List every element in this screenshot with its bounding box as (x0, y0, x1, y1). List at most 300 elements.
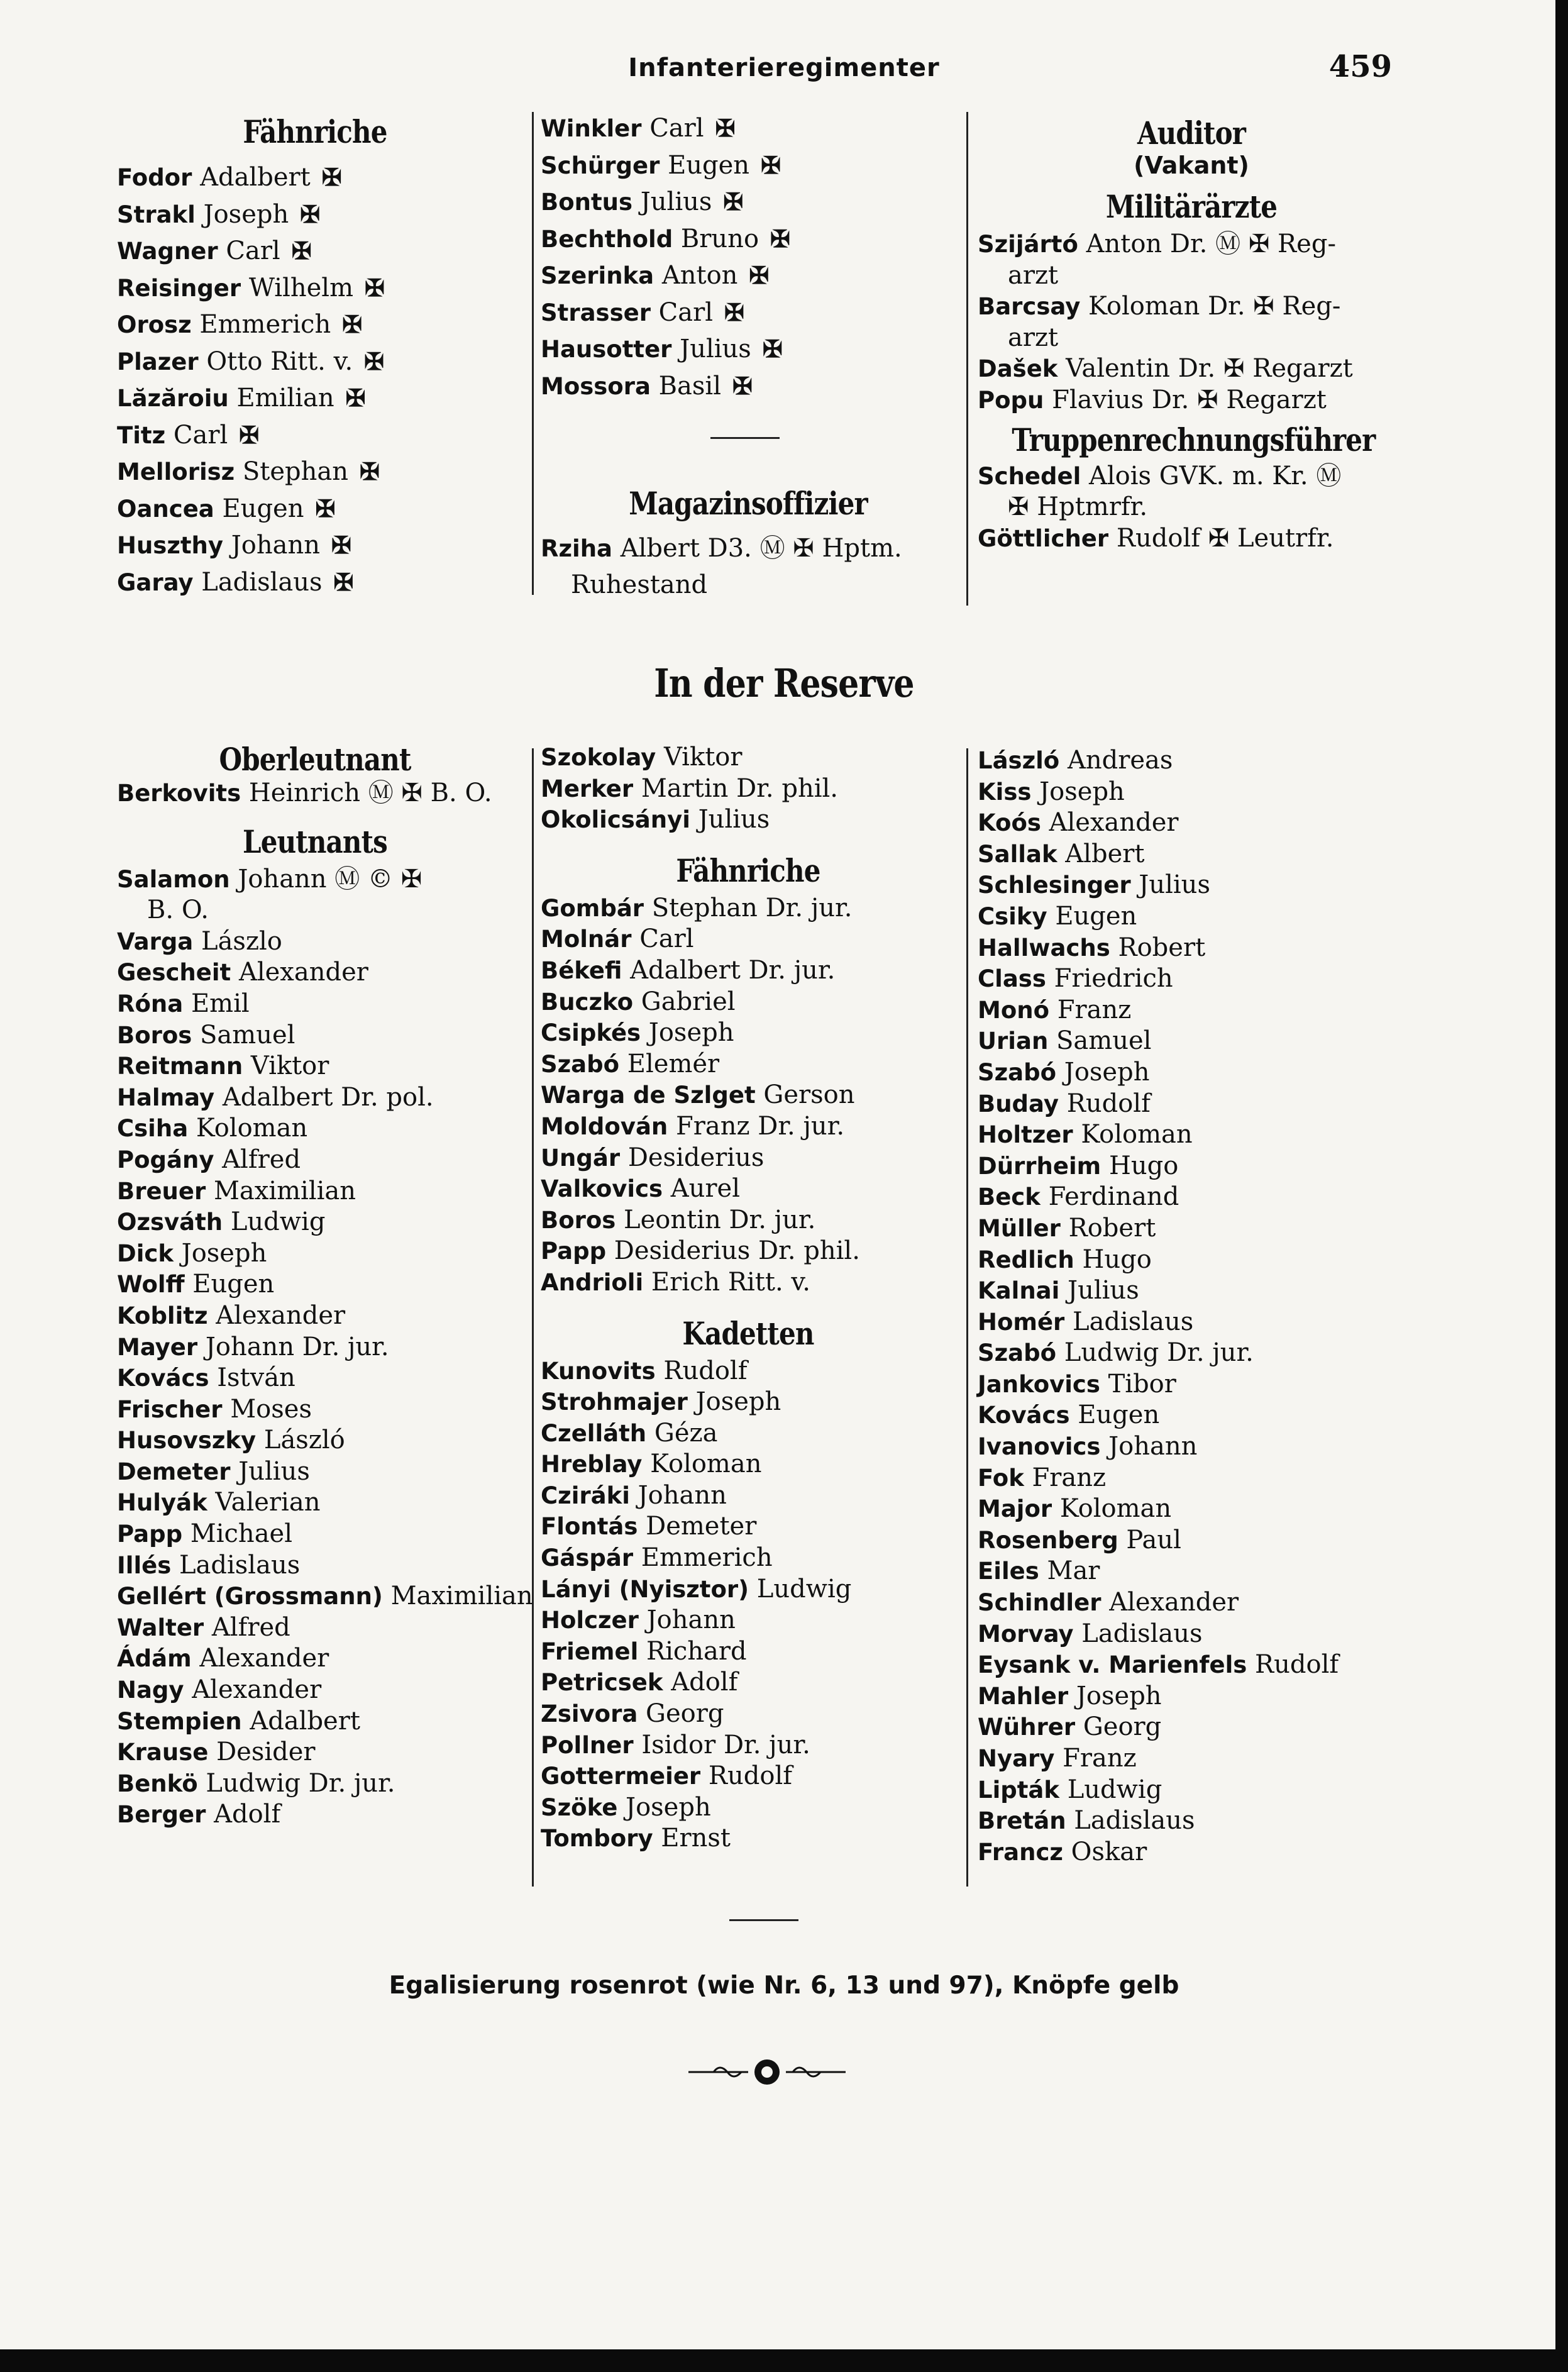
surname: Ungár (541, 1144, 621, 1172)
list-item (978, 1275, 1405, 1307)
given-name: Valentin Dr. ✠ Regarzt (1066, 354, 1353, 384)
given-name: Georg (646, 1699, 724, 1729)
surname: Petricsek (541, 1669, 663, 1697)
surname: Strohmajer (541, 1388, 688, 1416)
given-name: Martin Dr. phil. (641, 773, 839, 803)
surname: Holczer (541, 1607, 639, 1634)
surname: Strasser (541, 299, 651, 326)
surname: Mossora (541, 372, 651, 400)
surname: Ozsváth (117, 1209, 223, 1236)
list-item (978, 1369, 1405, 1400)
given-name: Ladislaus (1073, 1307, 1194, 1336)
list-item (978, 1463, 1405, 1494)
given-name: Lászlo (201, 926, 282, 956)
surname: Dašek (978, 355, 1058, 383)
given-name: Mar (1047, 1556, 1100, 1586)
list-item (541, 1356, 956, 1387)
given-name: Koloman (650, 1449, 762, 1479)
list-item (541, 331, 956, 368)
list-item (117, 1675, 513, 1706)
surname: Varga (117, 928, 194, 955)
list-item (117, 564, 513, 601)
given-name: Maximilian (213, 1176, 356, 1205)
given-name: Gerson (763, 1080, 855, 1110)
surname: Tombory (541, 1825, 653, 1853)
surname: Czelláth (541, 1419, 647, 1447)
given-name: Julius (698, 805, 770, 834)
list-item (978, 1244, 1405, 1276)
list-item (117, 1612, 513, 1644)
list-item (978, 963, 1405, 995)
surname: Winkler (541, 115, 642, 142)
given-name: Franz (1057, 995, 1132, 1024)
given-name: Joseph (1064, 1057, 1150, 1087)
given-name: Anton (661, 261, 738, 290)
surname: Ádám (117, 1645, 192, 1673)
given-name: Friedrich (1054, 964, 1173, 994)
surname: Wolff (117, 1271, 185, 1299)
column-rule-reserve-2 (966, 748, 968, 1887)
surname: Schedel (978, 462, 1081, 490)
given-name: Basil (658, 371, 721, 401)
given-name: Alfred (222, 1144, 301, 1174)
given-name: Rudolf (663, 1356, 748, 1385)
list-item (541, 1205, 956, 1236)
given-name: Johann (638, 1480, 727, 1510)
given-name: Ludwig (230, 1207, 326, 1237)
given-name: Robert (1118, 933, 1206, 962)
surname: Szijártó (978, 231, 1078, 258)
list-item (117, 1332, 513, 1363)
reserve-leutnants-continued-list (541, 742, 956, 836)
surname: Huszthy (117, 532, 224, 559)
given-name: Desiderius (627, 1143, 765, 1172)
surname: Popu (978, 386, 1044, 414)
list-item (117, 1238, 513, 1270)
running-title: Infanterieregimenter (628, 53, 940, 82)
list-item (978, 1307, 1405, 1338)
surname: Orosz (117, 311, 192, 338)
list-item (978, 807, 1405, 839)
surname: Eysank v. Marienfels (978, 1651, 1247, 1679)
surname: Monó (978, 996, 1049, 1024)
list-item (541, 1511, 956, 1543)
given-name: Johann Dr. jur. (205, 1332, 389, 1361)
list-item (978, 1775, 1405, 1806)
list-item (978, 1400, 1405, 1431)
list-item (117, 1487, 513, 1519)
given-name: Ferdinand (1048, 1182, 1179, 1212)
given-name: Leontin Dr. jur. (624, 1205, 816, 1234)
surname: Gáspár (541, 1544, 634, 1572)
militaeraerzte-list (978, 229, 1405, 416)
list-item (541, 773, 956, 805)
reserve-heading-wrap (0, 660, 1568, 706)
list-item (978, 1182, 1405, 1213)
list-item (117, 1300, 513, 1332)
surname: Plazer (117, 348, 199, 375)
given-name: Aurel (670, 1174, 741, 1204)
reserve-column-2 (541, 742, 956, 1854)
given-name: Franz (1032, 1463, 1107, 1492)
surname: Nyary (978, 1745, 1055, 1772)
cross-decoration-icon: ✠ (715, 114, 736, 142)
surname: Schindler (978, 1589, 1101, 1617)
given-name: Adolf (214, 1800, 281, 1829)
section-title-reserve-faehnriche: Fähnriche (676, 851, 820, 889)
surname: Rosenberg (978, 1526, 1118, 1554)
list-item (978, 995, 1405, 1026)
continued-faehnriche-list (541, 110, 956, 404)
list-item (978, 353, 1405, 385)
surname: Koblitz (117, 1302, 208, 1329)
surname: Fok (978, 1464, 1024, 1492)
given-name: Carl (173, 420, 228, 450)
given-name: Isidor Dr. jur. (641, 1730, 810, 1760)
list-item (117, 159, 513, 196)
surname: Walter (117, 1614, 204, 1641)
reserve-faehnriche-list (541, 893, 956, 1299)
surname: Lipták (978, 1776, 1060, 1804)
given-name: Desiderius Dr. phil. (614, 1236, 860, 1266)
given-name: Valerian (215, 1488, 321, 1517)
cross-decoration-icon: ✠ (761, 150, 781, 179)
given-name: Michael (190, 1519, 293, 1549)
surname: Jankovics (978, 1370, 1100, 1398)
list-item (978, 291, 1405, 353)
list-item (541, 742, 956, 773)
cross-decoration-icon: ✠ (770, 224, 790, 253)
given-name: Alexander (1109, 1588, 1239, 1617)
surname: Flontás (541, 1513, 638, 1541)
list-item (117, 380, 513, 417)
surname: Friemel (541, 1638, 639, 1665)
egalisierung-note: Egalisierung rosenrot (wie Nr. 6, 13 und 97), Knöpfe gelb (389, 1971, 1179, 2000)
surname: Nagy (117, 1676, 184, 1704)
surname: Barcsay (978, 293, 1081, 321)
surname: Mellorisz (117, 458, 235, 485)
list-item (541, 893, 956, 924)
surname: Lăzăroiu (117, 385, 229, 412)
surname: Frischer (117, 1395, 223, 1423)
given-name: Eugen (668, 150, 750, 180)
surname: Boros (541, 1206, 616, 1234)
list-item (978, 1057, 1405, 1089)
given-name: Alois GVK. m. Kr. Ⓜ (1089, 461, 1342, 490)
surname: Csipkés (541, 1019, 641, 1047)
section-title-leutnants: Leutnants (243, 823, 387, 860)
given-name: Johann (1108, 1432, 1198, 1461)
list-item (978, 1556, 1405, 1587)
given-name: Ladislaus (201, 567, 323, 597)
surname: Mahler (978, 1682, 1069, 1710)
surname: Breuer (117, 1177, 206, 1205)
kadetten-list (541, 1356, 956, 1855)
surname: Buczko (541, 988, 634, 1016)
given-name: Maximilian (390, 1582, 533, 1611)
given-name: Robert (1068, 1213, 1156, 1243)
list-item (117, 989, 513, 1020)
scan-edge-bottom (0, 2349, 1568, 2372)
given-name: Emmerich (641, 1543, 773, 1573)
surname: Göttlicher (978, 524, 1109, 552)
given-name: Koloman Dr. ✠ Reg- (1088, 292, 1341, 321)
list-item (978, 385, 1405, 416)
cross-decoration-icon: ✠ (331, 531, 351, 559)
cross-decoration-icon: ✠ (239, 420, 260, 449)
given-name: Joseph (695, 1387, 781, 1417)
surname: Stempien (117, 1707, 242, 1735)
surname: Papp (541, 1238, 607, 1265)
list-item (541, 1173, 956, 1205)
list-item (541, 1605, 956, 1636)
surname: Kunovits (541, 1357, 656, 1385)
given-name: Rudolf ✠ Leutrfr. (1116, 523, 1334, 553)
list-item (541, 1667, 956, 1699)
given-name: Eugen (1078, 1400, 1160, 1430)
reserve-column-3 (978, 745, 1405, 1868)
list-item (541, 257, 956, 294)
list-item (117, 1550, 513, 1582)
list-item (978, 1431, 1405, 1463)
separator-rule (710, 437, 780, 439)
list-item (541, 1543, 956, 1574)
surname: Urian (978, 1028, 1049, 1055)
surname: Schlesinger (978, 872, 1131, 899)
surname: Békefi (541, 956, 622, 984)
given-name: Tibor (1108, 1369, 1176, 1399)
given-name: Heinrich Ⓜ ✠ B. O. (248, 779, 492, 807)
list-item (117, 490, 513, 528)
surname: Andrioli (541, 1268, 644, 1296)
list-item (978, 461, 1405, 523)
surname: Bechthold (541, 225, 673, 253)
cross-decoration-icon: ✠ (723, 187, 744, 216)
list-item (978, 1619, 1405, 1650)
given-name: Desider (216, 1737, 316, 1767)
surname: Illés (117, 1551, 172, 1579)
given-name: Alexander (238, 958, 368, 987)
list-item (978, 1151, 1405, 1182)
given-name: Julius (238, 1456, 310, 1486)
given-name: Emil (190, 989, 250, 1018)
list-item (117, 1207, 513, 1238)
ornament-icon (688, 2053, 846, 2091)
list-item (117, 196, 513, 233)
given-name: Julius (640, 187, 712, 216)
surname: Szokolay (541, 744, 656, 771)
surname: Koós (978, 809, 1041, 837)
list-item (117, 1799, 513, 1831)
given-name: Viktor (250, 1051, 329, 1081)
oberleutnant-list (117, 778, 513, 809)
cross-decoration-icon: ✠ (342, 310, 363, 338)
given-name: Alfred (211, 1612, 290, 1642)
given-name: Ladislaus (1081, 1619, 1203, 1648)
list-item (541, 804, 956, 836)
list-item (978, 1649, 1405, 1681)
surname: Merker (541, 775, 634, 802)
list-item (541, 531, 956, 603)
given-name: Flavius Dr. ✠ Regarzt (1052, 385, 1327, 414)
surname: Homér (978, 1308, 1065, 1336)
section-title-truppenrechnungsfuehrer: Truppenrechnungsführer (1012, 421, 1376, 458)
given-name: Johann (231, 531, 320, 560)
list-item (117, 417, 513, 454)
surname: Reisinger (117, 274, 241, 302)
surname: Csiky (978, 902, 1047, 930)
list-item (541, 1143, 956, 1174)
cross-decoration-icon: ✠ (762, 335, 783, 363)
list-item (541, 1387, 956, 1418)
surname: Halmay (117, 1083, 215, 1111)
list-item (541, 1636, 956, 1668)
given-name: Anton Dr. Ⓜ ✠ Reg- (1086, 230, 1336, 258)
surname: Benkö (117, 1770, 198, 1797)
surname: Fodor (117, 164, 192, 191)
given-name: Georg (1083, 1712, 1162, 1742)
cross-decoration-icon: ✠ (291, 236, 312, 265)
cross-decoration-icon: ✠ (300, 199, 321, 228)
surname: Müller (978, 1214, 1061, 1242)
surname: Okolicsányi (541, 806, 690, 834)
given-name: Julius (680, 335, 751, 363)
list-item (117, 1425, 513, 1456)
given-name: Koloman (1059, 1494, 1172, 1524)
surname: Hausotter (541, 336, 672, 363)
list-item (978, 229, 1405, 291)
surname: Eiles (978, 1558, 1039, 1585)
given-name: Joseph (648, 1018, 734, 1048)
surname: Pollner (541, 1731, 634, 1759)
list-item (117, 1020, 513, 1051)
list-item (978, 745, 1405, 777)
list-item (978, 1837, 1405, 1868)
page-number: 459 (1328, 49, 1392, 84)
surname: Hulyák (117, 1489, 207, 1517)
surname: László (978, 747, 1060, 774)
list-item (117, 1269, 513, 1300)
surname: Kalnai (978, 1277, 1060, 1305)
list-item (541, 294, 956, 331)
list-item (541, 368, 956, 405)
surname: Sallak (978, 840, 1057, 868)
faehnriche-list (117, 159, 513, 601)
surname: Pogány (117, 1146, 214, 1173)
list-item (978, 1119, 1405, 1151)
given-name: Emilian (236, 384, 334, 413)
list-item (117, 306, 513, 343)
given-name: Rudolf (708, 1761, 793, 1791)
given-name: Ludwig Dr. jur. (1064, 1338, 1254, 1368)
section-title-reserve: In der Reserve (654, 660, 914, 706)
given-name: Alexander (192, 1675, 322, 1705)
given-name: Albert (1065, 839, 1145, 868)
list-item (117, 453, 513, 490)
magazinsoffizier-list (541, 531, 956, 603)
surname: Hreblay (541, 1451, 643, 1478)
list-item (117, 1144, 513, 1176)
surname: Csiha (117, 1115, 189, 1143)
auditor-vacant: (Vakant) (1134, 152, 1249, 179)
list-item (117, 778, 513, 809)
surname: Zsivora (541, 1700, 638, 1728)
surname: Morvay (978, 1620, 1074, 1648)
top-column-3 (978, 114, 1405, 554)
surname: Moldován (541, 1112, 668, 1140)
list-item (117, 1363, 513, 1394)
surname: Gescheit (117, 959, 231, 987)
given-name: Adalbert (200, 163, 311, 192)
list-item (978, 1525, 1405, 1556)
surname: Lányi (Nyisztor) (541, 1575, 749, 1603)
surname: Ivanovics (978, 1433, 1101, 1461)
given-name: Joseph (626, 1792, 711, 1822)
list-item (541, 110, 956, 147)
given-name: Ladislaus (179, 1550, 301, 1580)
given-name: Julius (1139, 870, 1210, 900)
section-title-faehnriche: Fähnriche (243, 113, 387, 150)
section-title-auditor: Auditor (1137, 114, 1246, 152)
surname: Holtzer (978, 1121, 1073, 1149)
list-item (541, 1049, 956, 1080)
given-name: Andreas (1067, 746, 1173, 775)
given-name: István (217, 1363, 295, 1393)
list-item (541, 1730, 956, 1761)
surname: Mayer (117, 1333, 198, 1361)
given-name: Ladislaus (1074, 1806, 1195, 1836)
surname: Szöke (541, 1793, 618, 1821)
given-name: Alexander (199, 1644, 329, 1673)
entry-continuation: Ruhestand (571, 570, 708, 599)
list-item (117, 343, 513, 380)
given-name: Adolf (671, 1668, 738, 1697)
cross-decoration-icon: ✠ (333, 567, 354, 596)
given-name: Alexander (1049, 808, 1179, 838)
cross-decoration-icon: ✠ (360, 457, 380, 485)
list-item (117, 1456, 513, 1488)
leutnants-list (117, 864, 533, 1831)
given-name: Eugen (1055, 901, 1137, 931)
list-item (117, 1643, 513, 1675)
list-item (541, 1418, 956, 1449)
given-name: Géza (654, 1418, 718, 1448)
list-item (541, 924, 956, 955)
given-name: Elemér (627, 1049, 720, 1078)
cross-decoration-icon: ✠ (321, 163, 342, 191)
surname: Garay (117, 568, 194, 596)
cross-decoration-icon: ✠ (315, 494, 336, 523)
surname: Oancea (117, 495, 214, 523)
list-item (978, 1743, 1405, 1775)
entry-continuation: B. O. (147, 895, 209, 925)
given-name: Rudolf (1066, 1089, 1151, 1118)
list-item (541, 987, 956, 1018)
given-name: Koloman (1081, 1120, 1193, 1150)
surname: Buday (978, 1090, 1059, 1117)
given-name: Demeter (646, 1512, 757, 1541)
surname: Bretán (978, 1807, 1066, 1835)
cross-decoration-icon: ✠ (345, 384, 366, 412)
list-item (541, 1267, 956, 1299)
given-name: Eugen (192, 1270, 275, 1299)
list-item (978, 870, 1405, 901)
cross-decoration-icon: ✠ (364, 346, 385, 375)
list-item (978, 1026, 1405, 1057)
list-item (117, 1082, 513, 1114)
list-item (117, 1051, 513, 1082)
list-item (541, 1449, 956, 1480)
